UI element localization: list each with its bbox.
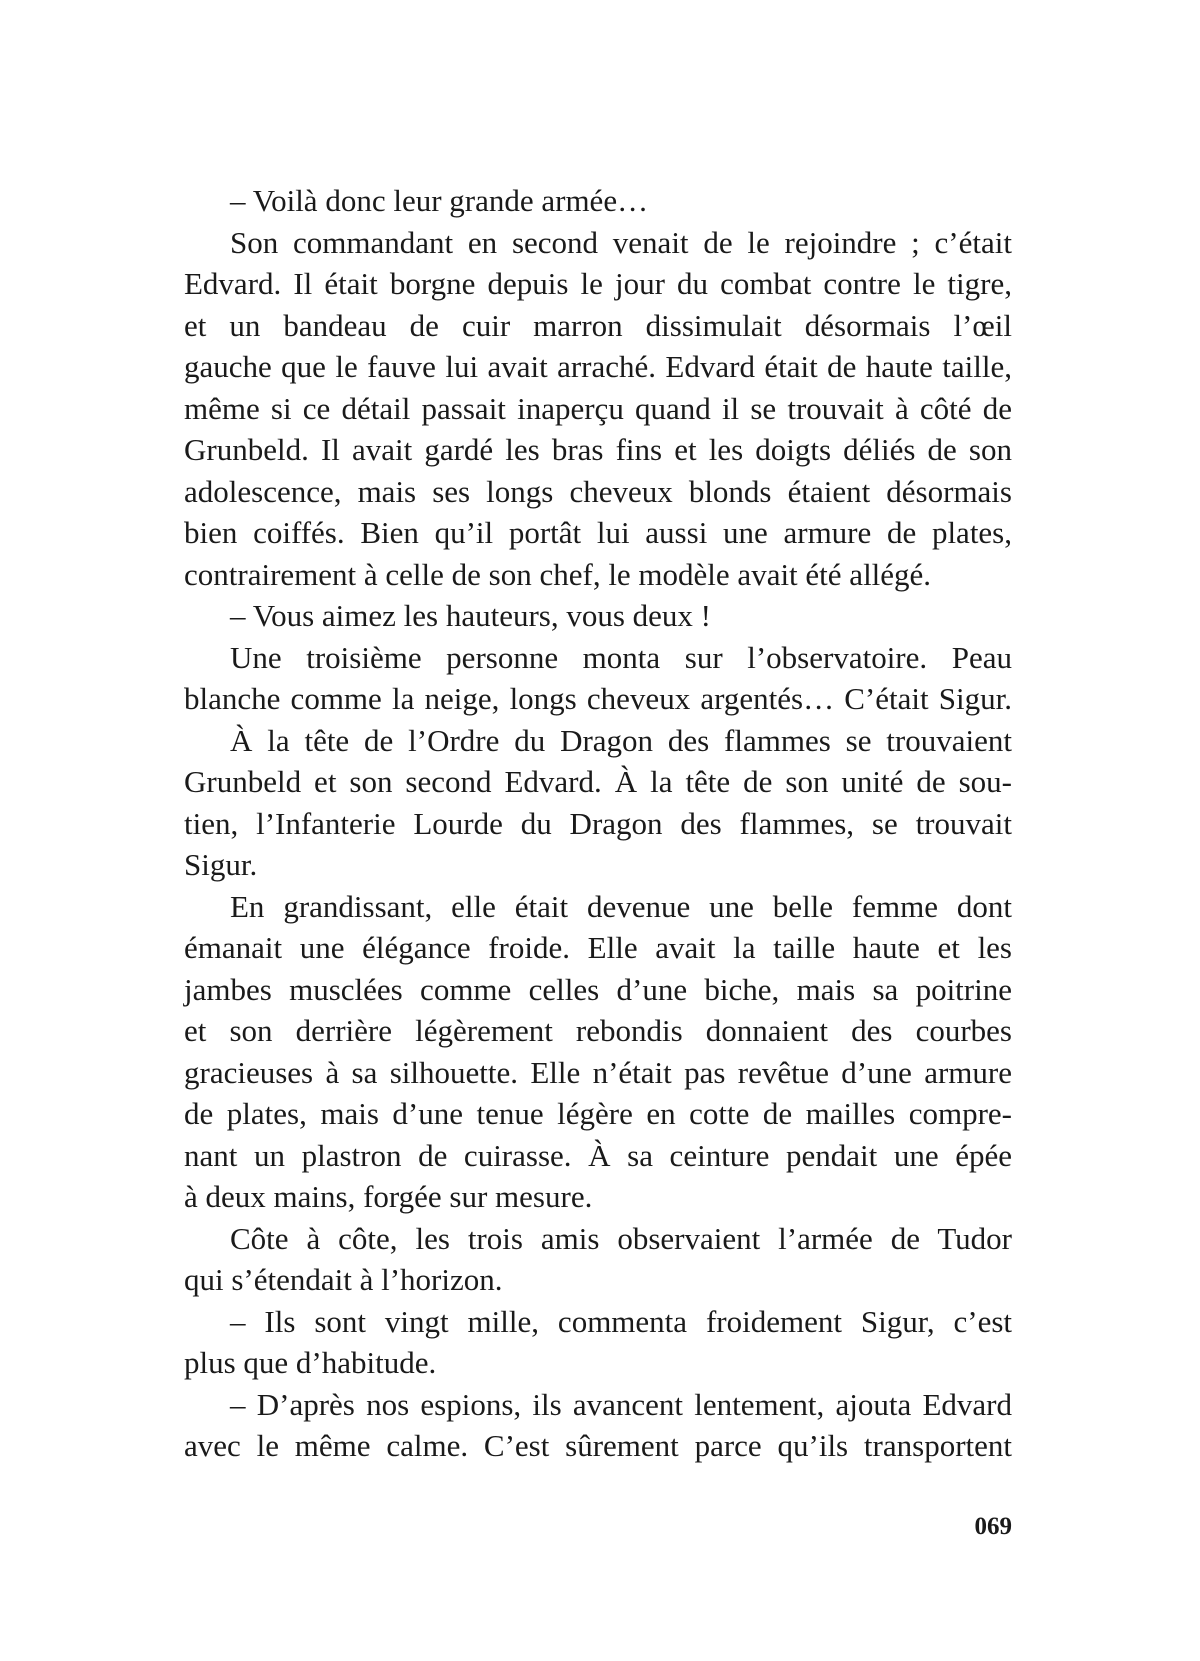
text-line: jambes musclées comme celles d’une biche, mais sa poitrine bbox=[184, 971, 1012, 1007]
text-line: En grandissant, elle était devenue une belle femme dont bbox=[230, 888, 1012, 924]
text-line: Côte à côte, les trois amis observaient l’armée de Tudor bbox=[230, 1220, 1012, 1256]
text-line: Une troisième personne monta sur l’observatoire. Peau bbox=[230, 639, 1012, 675]
text-line: À la tête de l’Ordre du Dragon des flammes se trouvaient bbox=[230, 722, 1012, 758]
text-line: Edvard. Il était borgne depuis le jour du combat contre le tigre, bbox=[184, 266, 1012, 301]
text-line: blanche comme la neige, longs cheveux argentés… C’était Sigur. bbox=[184, 681, 1012, 716]
text-line: – Voilà donc leur grande armée… bbox=[230, 183, 649, 218]
text-line: – Ils sont vingt mille, commenta froidement Sigur, c’est bbox=[230, 1303, 1012, 1339]
text-line: gauche que le fauve lui avait arraché. Edvard était de haute taille, bbox=[184, 349, 1012, 384]
page-number: 069 bbox=[974, 1513, 1012, 1540]
text-line: tien, l’Infanterie Lourde du Dragon des flammes, se trouvait bbox=[184, 805, 1012, 841]
text-line: – Vous aimez les hauteurs, vous deux ! bbox=[230, 598, 711, 633]
text-line: de plates, mais d’une tenue légère en cotte de mailles compre- bbox=[184, 1096, 1012, 1131]
text-line: bien coiffés. Bien qu’il portât lui aussi une armure de plates, bbox=[184, 515, 1012, 550]
text-line: gracieuses à sa silhouette. Elle n’était pas revêtue d’une armure bbox=[184, 1054, 1012, 1090]
text-line: à deux mains, forgée sur mesure. bbox=[184, 1179, 593, 1214]
body-text bbox=[184, 180, 1012, 1467]
text-line: Grunbeld. Il avait gardé les bras fins et les doigts déliés de son bbox=[184, 432, 1012, 467]
text-line: adolescence, mais ses longs cheveux blonds étaient désormais bbox=[184, 473, 1012, 509]
text-line: – D’après nos espions, ils avancent lentement, ajouta Edvard bbox=[230, 1386, 1012, 1422]
text-line: Son commandant en second venait de le rejoindre ; c’était bbox=[230, 224, 1012, 260]
text-line: et son derrière légèrement rebondis donnaient des courbes bbox=[184, 1013, 1012, 1048]
text-line: contrairement à celle de son chef, le modèle avait été allégé. bbox=[184, 556, 932, 592]
text-line: et un bandeau de cuir marron dissimulait désormais l’œil bbox=[184, 307, 1012, 343]
text-line: nant un plastron de cuirasse. À sa ceinture pendait une épée bbox=[184, 1137, 1012, 1173]
text-line: émanait une élégance froide. Elle avait la taille haute et les bbox=[184, 930, 1012, 965]
text-line: Sigur. bbox=[184, 847, 258, 882]
text-line: qui s’étendait à l’horizon. bbox=[184, 1262, 503, 1297]
text-line: Grunbeld et son second Edvard. À la tête de son unité de sou- bbox=[184, 764, 1012, 799]
text-line: plus que d’habitude. bbox=[184, 1345, 437, 1380]
text-line: même si ce détail passait inaperçu quand il se trouvait à côté de bbox=[184, 390, 1012, 426]
text-line: avec le même calme. C’est sûrement parce qu’ils transportent bbox=[184, 1428, 1012, 1463]
